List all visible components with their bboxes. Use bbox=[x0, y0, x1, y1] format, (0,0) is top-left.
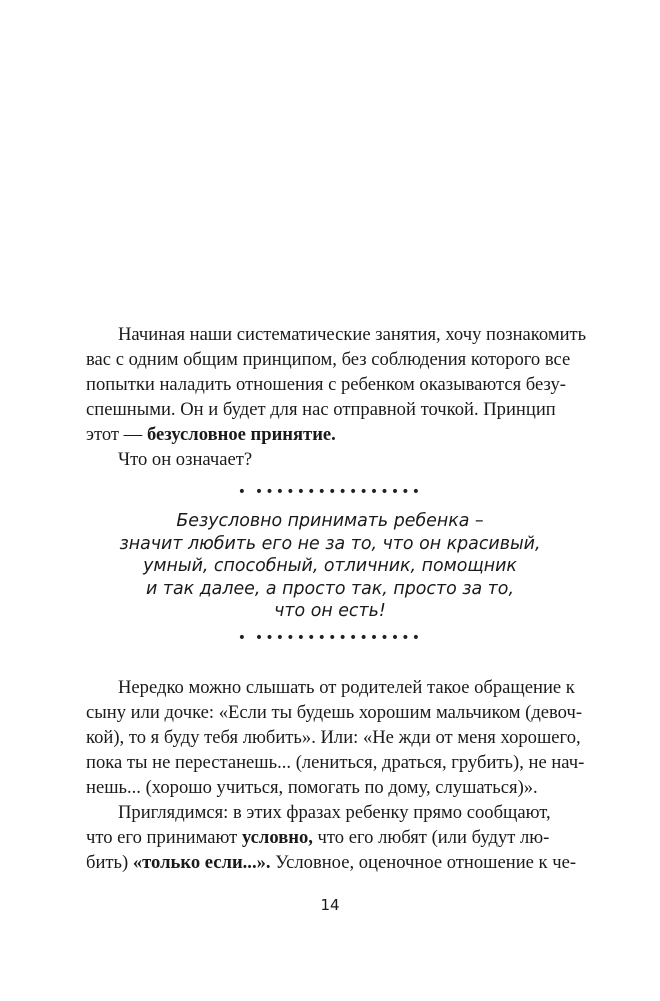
bold-term: «только если...». bbox=[132, 852, 271, 873]
text-line: вас с одним общим принципом, без соблюдения которого все bbox=[86, 349, 571, 370]
text-line: нешь... (хорошо учиться, помогать по дому, слушаться)». bbox=[86, 777, 538, 798]
text-line bbox=[86, 422, 576, 447]
text-line: пока ты не перестанешь... (лениться, драться, грубить), не нач- bbox=[86, 752, 585, 773]
text-line: Приглядимся: в этих фразах ребенку прямо сообщают, bbox=[118, 802, 551, 823]
text-line: спешными. Он и будет для нас отправной точкой. Принцип bbox=[86, 399, 556, 420]
quote-line: что он есть! bbox=[274, 601, 386, 621]
text-line bbox=[86, 825, 576, 850]
divider-dots-bottom: • •••••••••••••••• bbox=[237, 630, 423, 646]
bold-term: безусловное принятие. bbox=[146, 424, 336, 445]
text-fragment: этот — bbox=[86, 424, 147, 445]
text-fragment: что его любят (или будут лю- bbox=[312, 827, 550, 848]
pull-quote bbox=[0, 510, 660, 623]
text-line bbox=[86, 850, 576, 875]
quote-line: умный, способный, отличник, помощник bbox=[143, 556, 517, 576]
quote-line: и так далее, а просто так, просто за то, bbox=[146, 578, 514, 599]
paragraph-analysis bbox=[86, 800, 576, 875]
divider-dots-top: • •••••••••••••••• bbox=[237, 484, 423, 500]
text-line: Что он означает? bbox=[118, 449, 253, 470]
text-fragment: бить) bbox=[86, 852, 133, 873]
quote-line: значит любить его не за то, что он красивый, bbox=[119, 533, 541, 554]
text-line: Нередко можно слышать от родителей такое обращение к bbox=[118, 677, 575, 698]
text-line: сыну или дочке: «Если ты будешь хорошим мальчиком (девоч- bbox=[86, 702, 583, 723]
text-fragment: Условное, оценочное отношение к че- bbox=[270, 852, 577, 873]
paragraph-intro bbox=[86, 322, 587, 447]
text-block-top bbox=[86, 322, 587, 472]
text-line: Начиная наши систематические занятия, хочу познакомить bbox=[118, 324, 587, 345]
paragraph-question bbox=[86, 447, 576, 472]
text-fragment: что его принимают bbox=[86, 827, 242, 848]
text-block-bottom bbox=[86, 675, 585, 875]
page-number: 14 bbox=[320, 896, 340, 914]
paragraph-example bbox=[86, 675, 585, 800]
quote-line: Безусловно принимать ребенка – bbox=[176, 511, 484, 531]
text-line: попытки наладить отношения с ребенком оказываются безу- bbox=[86, 374, 566, 395]
bold-term: условно, bbox=[241, 827, 313, 848]
text-line: кой), то я буду тебя любить». Или: «Не жди от меня хорошего, bbox=[86, 727, 581, 748]
